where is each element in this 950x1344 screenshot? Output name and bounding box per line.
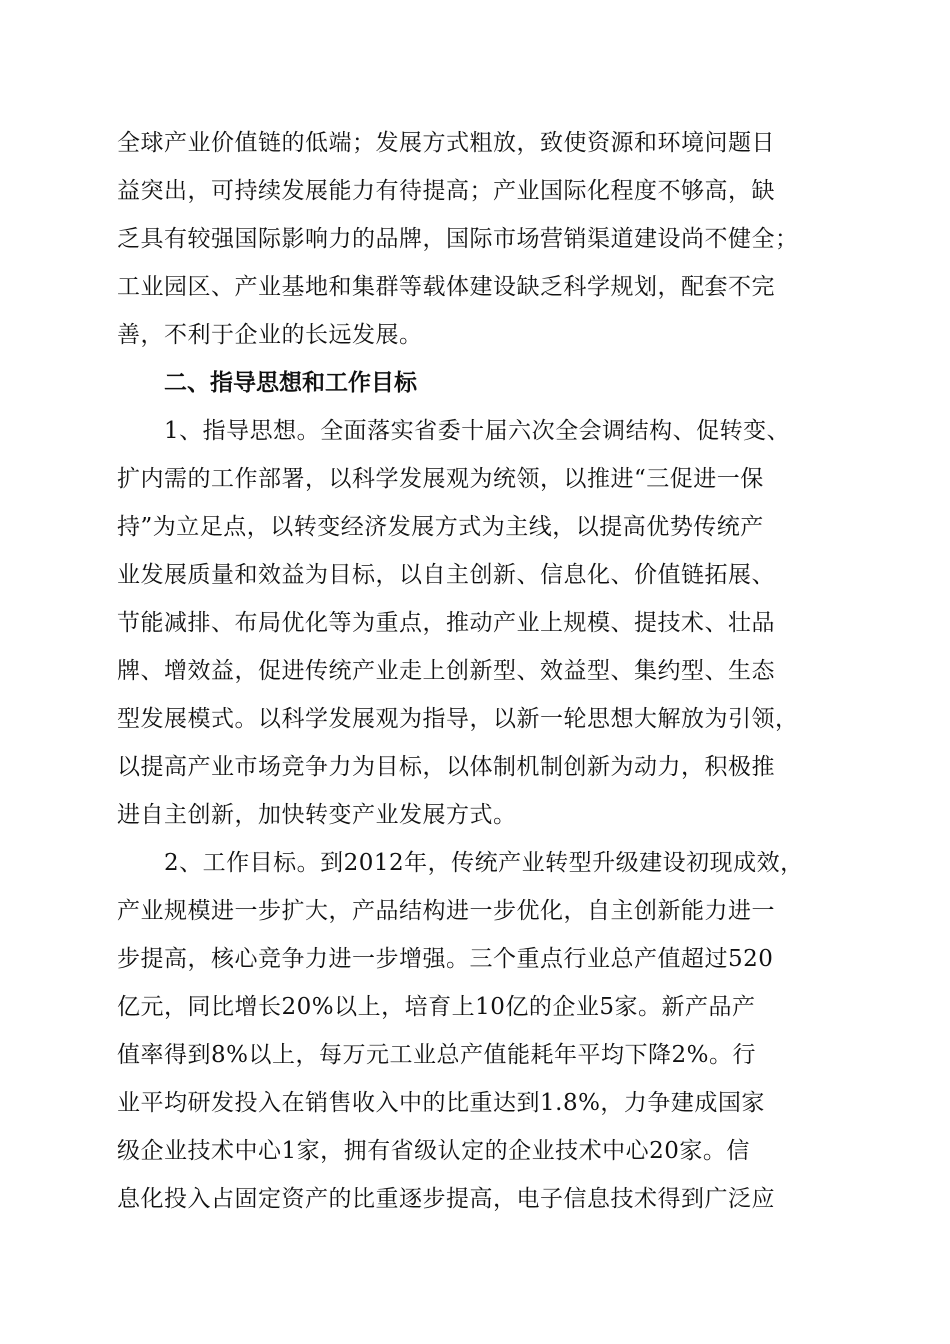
section-heading: 二、指导思想和工作目标 — [164, 370, 417, 396]
paragraph-line: 持”为立足点，以转变经济发展方式为主线，以提高优势传统产 — [117, 514, 764, 540]
paragraph-line: 益突出，可持续发展能力有待提高；产业国际化程度不够高，缺 — [117, 178, 775, 204]
paragraph-line: 亿元，同比增长20%以上，培育上10亿的企业5家。新产品产 — [117, 994, 756, 1020]
paragraph-line: 进自主创新，加快转变产业发展方式。 — [117, 802, 517, 828]
paragraph-line: 乏具有较强国际影响力的品牌，国际市场营销渠道建设尚不健全； — [117, 226, 799, 252]
paragraph-line: 业发展质量和效益为目标，以自主创新、信息化、价值链拓展、 — [117, 562, 775, 588]
paragraph-line: 1、指导思想。全面落实省委十届六次全会调结构、促转变、 — [164, 418, 791, 444]
paragraph-line: 以提高产业市场竞争力为目标，以体制机制创新为动力，积极推 — [117, 754, 775, 780]
paragraph-line: 扩内需的工作部署，以科学发展观为统领，以推进“三促进一保 — [117, 466, 764, 492]
paragraph-line: 型发展模式。以科学发展观为指导，以新一轮思想大解放为引领， — [117, 706, 799, 732]
paragraph-line: 级企业技术中心1家，拥有省级认定的企业技术中心20家。信 — [117, 1138, 750, 1164]
paragraph-line: 产业规模进一步扩大，产品结构进一步优化，自主创新能力进一 — [117, 898, 775, 924]
paragraph-line: 牌、增效益，促进传统产业走上创新型、效益型、集约型、生态 — [117, 658, 775, 684]
paragraph-line: 善，不利于企业的长远发展。 — [117, 322, 423, 348]
paragraph-line: 工业园区、产业基地和集群等载体建设缺乏科学规划，配套不完 — [117, 274, 775, 300]
paragraph-line: 业平均研发投入在销售收入中的比重达到1.8%，力争建成国家 — [117, 1090, 765, 1116]
paragraph-line: 2、工作目标。到2012年，传统产业转型升级建设初现成效， — [164, 850, 804, 876]
paragraph-line: 值率得到8%以上，每万元工业总产值能耗年平均下降2%。行 — [117, 1042, 756, 1068]
paragraph-line: 全球产业价值链的低端；发展方式粗放，致使资源和环境问题日 — [117, 130, 775, 156]
paragraph-line: 节能减排、布局优化等为重点，推动产业上规模、提技术、壮品 — [117, 610, 775, 636]
paragraph-line: 息化投入占固定资产的比重逐步提高，电子信息技术得到广泛应 — [117, 1186, 775, 1212]
paragraph-line: 步提高，核心竞争力进一步增强。三个重点行业总产值超过520 — [117, 946, 774, 972]
